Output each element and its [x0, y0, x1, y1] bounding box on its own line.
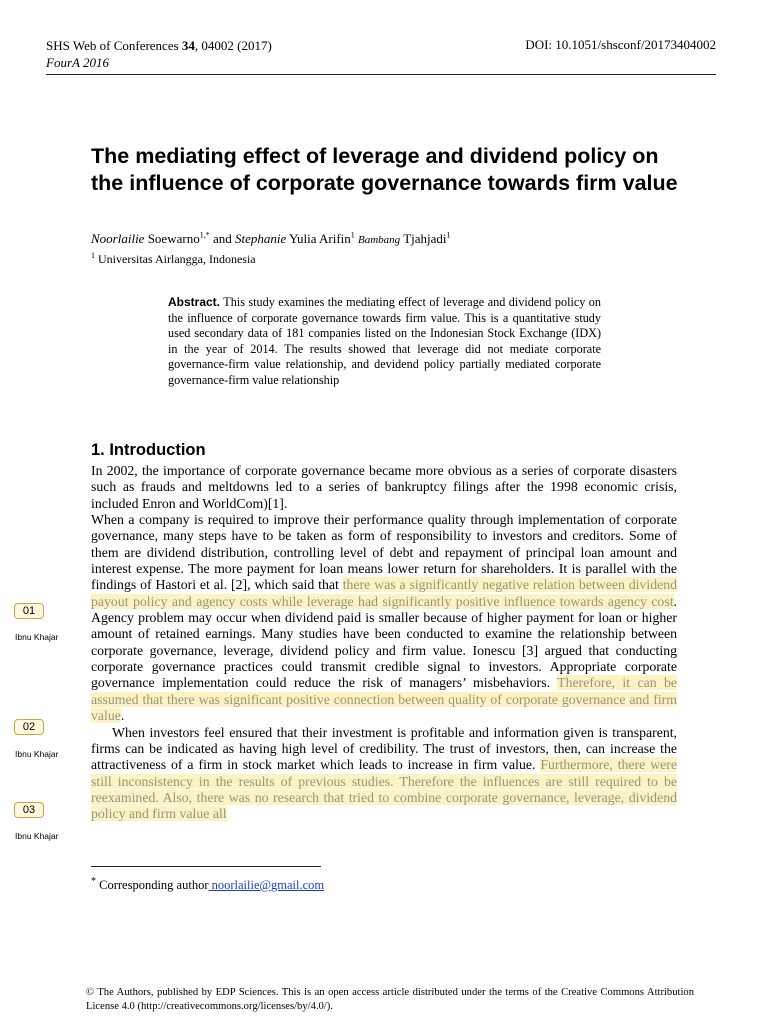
journal-name: SHS Web of Conferences [46, 38, 182, 53]
author-2-affil-sup: 1 [350, 230, 355, 240]
paper-title: The mediating effect of leverage and dividend policy on the influence of corporate governance towards firm value [91, 144, 678, 195]
author-3-family: Tjahjadi [400, 231, 447, 246]
affiliation-text: Universitas Airlangga, Indonesia [95, 252, 256, 266]
license-notice: © The Authors, published by EDP Sciences. This is an open access article distributed under the terms of the Creative Commons Attribution License 4.0 (http://creativecommons.org/licenses/by/4.0/). [86, 987, 694, 1012]
paragraph-text: When a company is required to improve their performance quality through implementation of corporate governance, many steps have to be taken as form of responsibility to investors and creditors. Some of them are dividend distribution, controlling level of debt and repayment of principal loan amount and interest expense. The more payment for loan means lower return for shareholders. It is parallel with the findings of Hastori et al. [2], which said that [91, 512, 677, 593]
highlight-annotation-01[interactable]: there was a significantly negative relation between dividend payout policy and agency costs while leverage had significantly positive influence towards agency cost [91, 577, 678, 609]
paragraph [91, 725, 677, 823]
footnote-label: Corresponding author [99, 878, 209, 893]
footnote-divider [91, 866, 321, 867]
author-1-given: Noorlailie [91, 231, 145, 246]
author-3-affil-sup: 1 [446, 230, 451, 240]
paragraph: In 2002, the importance of corporate governance became more obvious as a series of corporate disasters such as frauds and meltdowns led to a series of bankruptcy filings after the 1998 economic crisis, included Enron and WorldCom)[1]. [91, 463, 677, 511]
annotation-marker-02[interactable]: 02 [14, 719, 44, 735]
journal-article-number: , 04002 (2017) [194, 38, 272, 53]
paragraph-text: . Agency problem may occur when dividend paid is smaller because of higher payment for loan or higher amount of retained earnings. Many studies have been conducted to examine the relationship between corporate governance, leverage, dividend policy and firm value. Ionescu [3] argued that conducting corporate governance practices could transmit credible signal to investors. Appropriate corporate governance implementation could reduce the risk of managers’ misbehaviors. [91, 593, 677, 691]
corresponding-email-link[interactable]: noorlailie@gmail.com [208, 878, 325, 893]
affiliation [91, 251, 256, 267]
annotation-marker-03[interactable]: 03 [14, 802, 44, 818]
footnote-mark: * [91, 876, 96, 887]
annotation-marker-01[interactable]: 01 [14, 603, 44, 619]
doi-label: DOI: 10.1051/shsconf/20173404002 [525, 37, 716, 52]
annotation-author-03: Ibnu Khajar [15, 831, 59, 841]
abstract [168, 295, 601, 388]
author-list [91, 231, 451, 248]
affiliation-sup: 1 [91, 251, 95, 260]
author-2-given: Stephanie [234, 231, 287, 246]
body-text [91, 463, 677, 823]
highlight-annotation-02[interactable]: Therefore, it can be assumed that there was significant positive connection between quality of corporate governance and firm value [91, 675, 677, 724]
annotation-author-01: Ibnu Khajar [15, 632, 59, 642]
conference-name: FourA 2016 [46, 55, 109, 70]
abstract-text: This study examines the mediating effect of leverage and dividend policy on the influence of corporate governance towards firm value. This is a quantitative study used secondary data of 181 companies listed on the Indonesian Stock Exchange (IDX) in the year of 2014. The results showed that leverage did not mediate corporate governance-firm value relationship, and devidend policy partially mediated corporate governance-firm value relationship [168, 295, 601, 387]
abstract-label: Abstract. [168, 295, 221, 309]
highlight-annotation-03[interactable]: Furthermore, there were still inconsistency in the results of previous studies. Therefore the influences are still required to be reexamined. Also, there was no research that tried to combine corporate governance, leverage, dividend policy and firm value all [91, 757, 677, 822]
section-heading: 1. Introduction [91, 441, 206, 459]
author-conjunction: and [209, 231, 235, 246]
journal-volume: 34 [181, 38, 195, 53]
author-3-given: Bambang [358, 234, 401, 246]
paragraph [91, 512, 677, 724]
author-2-family: Yulia Arifin [286, 231, 351, 246]
footnote [91, 874, 324, 893]
paragraph-text: When investors feel ensured that their investment is profitable and information given is transparent, firms can be indicated as having high level of credibility. The trust of investors, then, can increase the attractiveness of a firm in stock market which leads to increase in firm value. [91, 724, 677, 773]
journal-citation [46, 38, 272, 54]
annotation-author-02: Ibnu Khajar [15, 749, 59, 759]
paragraph-text: . [120, 708, 125, 724]
author-1-affil-sup: 1,* [199, 230, 210, 240]
author-1-family: Soewarno [144, 231, 200, 246]
header-divider [46, 74, 716, 75]
